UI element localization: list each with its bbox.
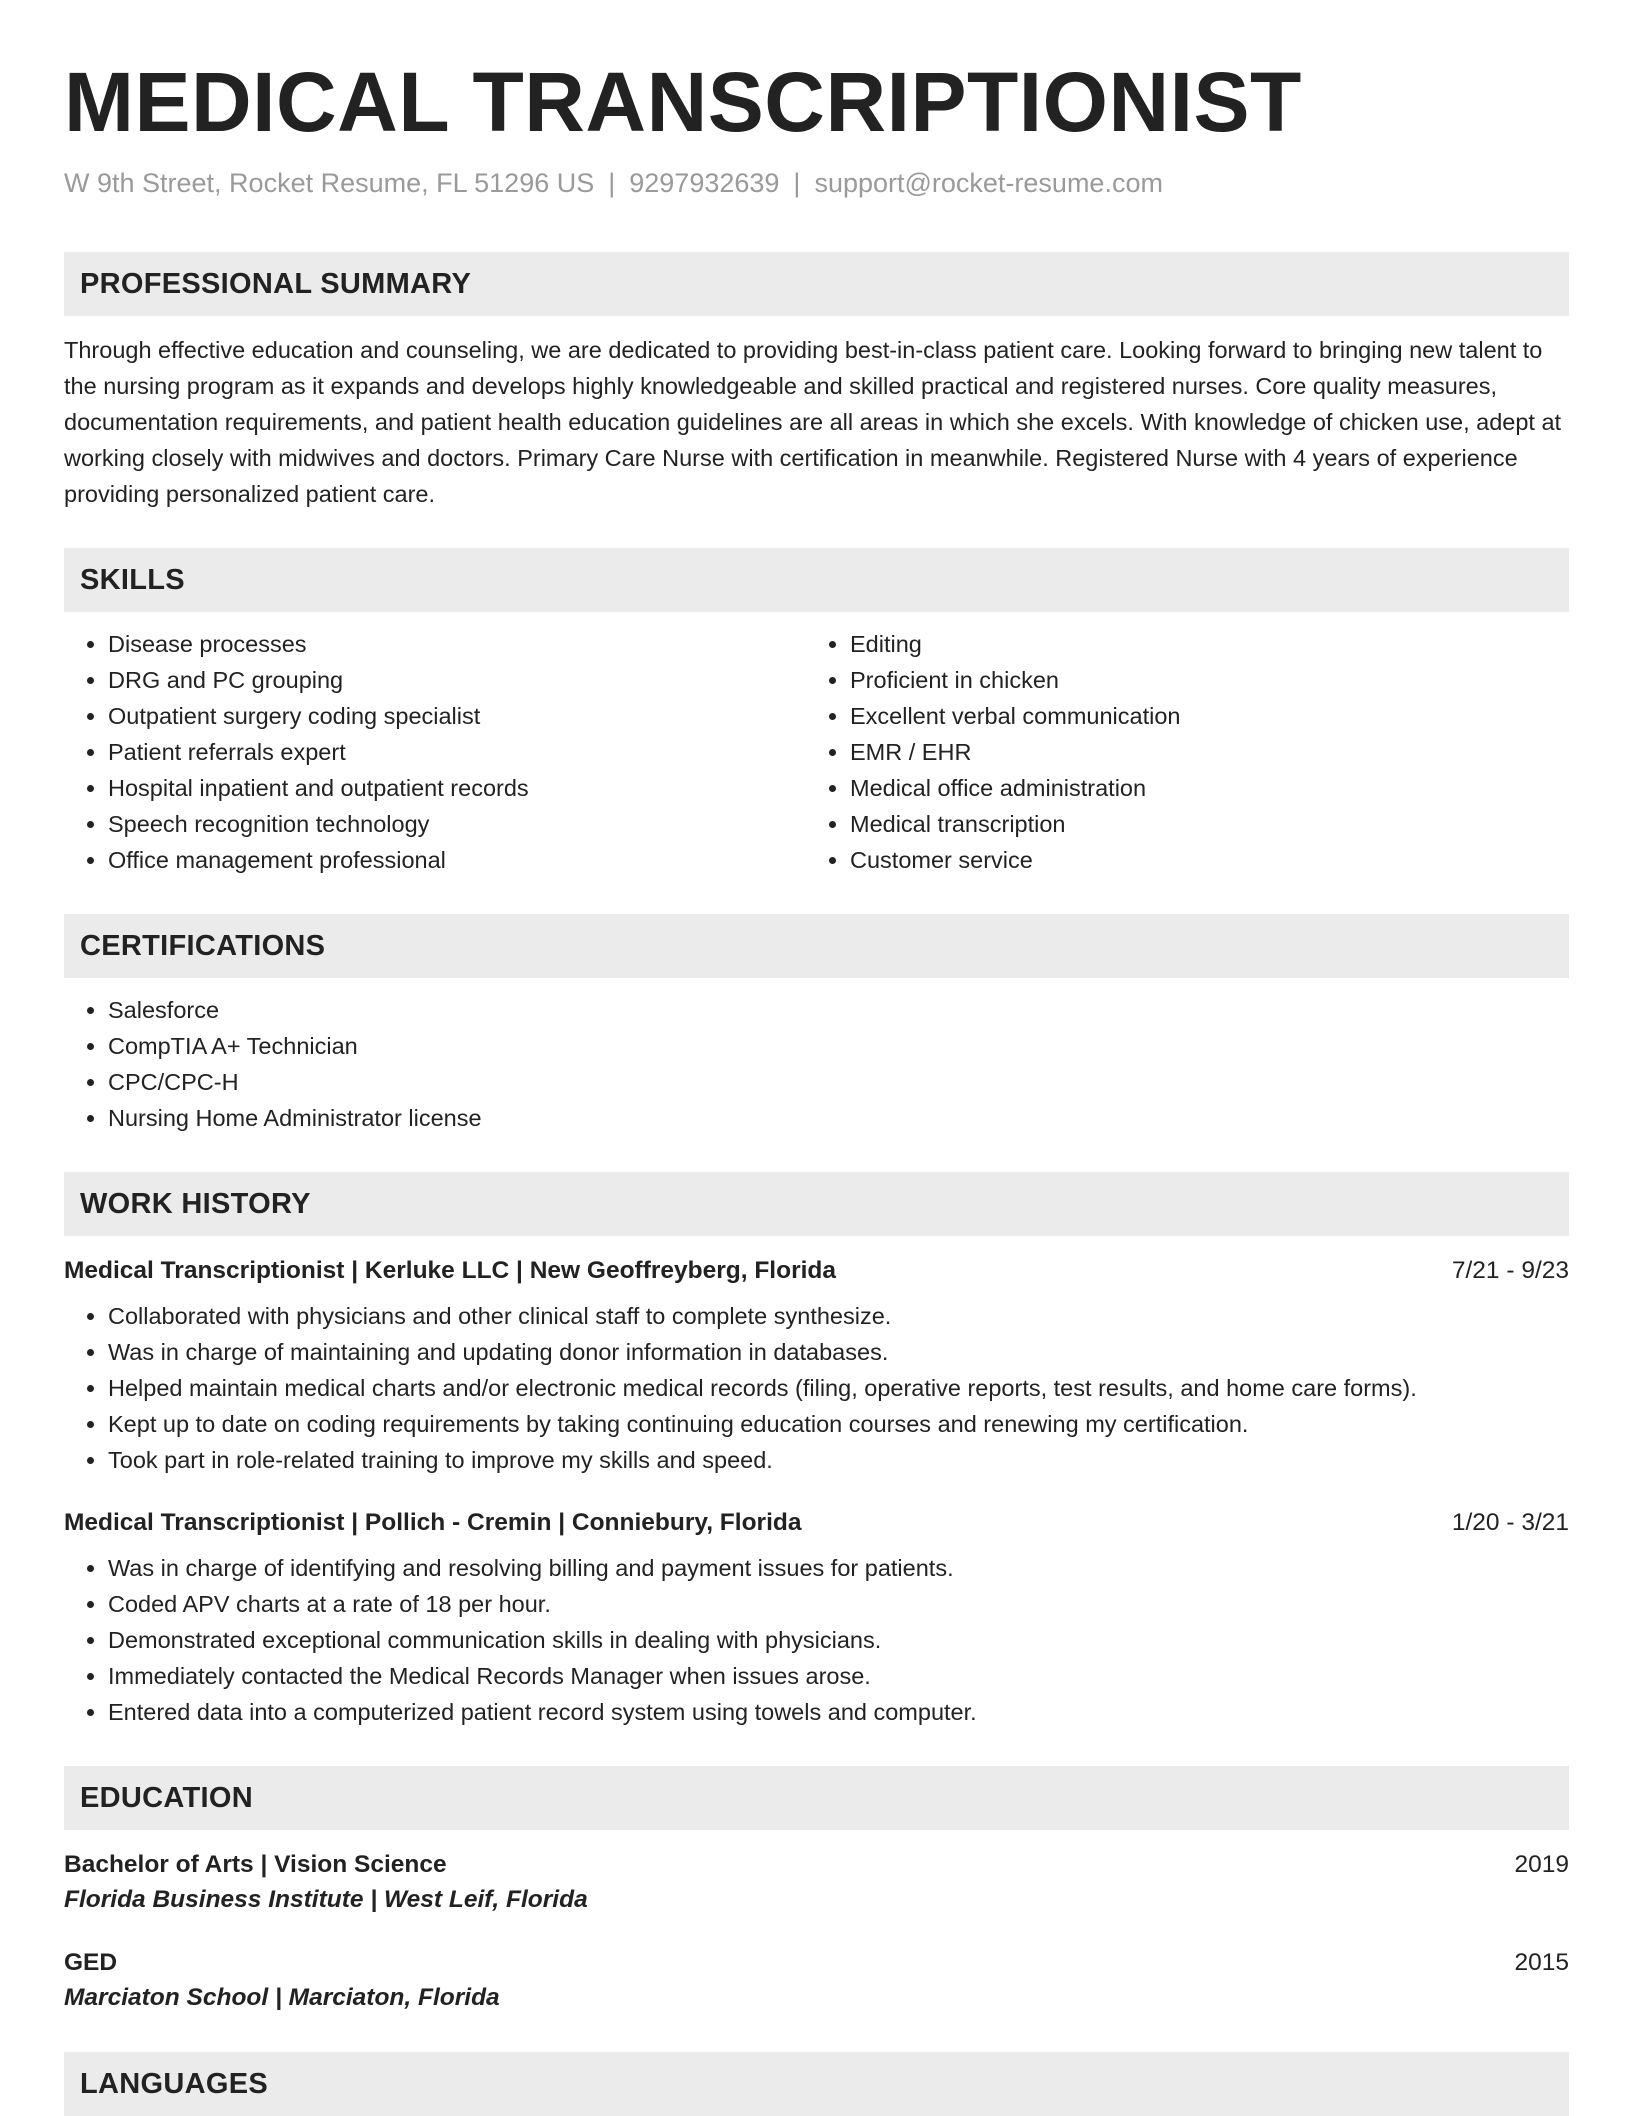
section-header-education: EDUCATION <box>64 1766 1569 1830</box>
skill-item: • Excellent verbal communication <box>850 698 1548 734</box>
skill-item: • Disease processes <box>108 626 806 662</box>
job-duty-item: • Immediately contacted the Medical Records Manager when issues arose. <box>108 1658 1569 1694</box>
education-header <box>64 1848 1569 1882</box>
job-duty-item: • Coded APV charts at a rate of 18 per hour. <box>108 1586 1569 1622</box>
education-entry <box>64 1848 1569 1918</box>
education-header <box>64 1946 1569 1980</box>
education-entry <box>64 1946 1569 2016</box>
job-duty-item: • Took part in role-related training to improve my skills and speed. <box>108 1442 1569 1478</box>
skill-item: • EMR / EHR <box>850 734 1548 770</box>
section-header-languages: LANGUAGES <box>64 2052 1569 2116</box>
job-duty-item: • Collaborated with physicians and other clinical staff to complete synthesize. <box>108 1298 1569 1334</box>
job-title: Medical Transcriptionist | Kerluke LLC | New Geoffreyberg, Florida <box>64 1257 837 1284</box>
skills-grid <box>64 626 1569 878</box>
education-degree: Bachelor of Arts | Vision Science <box>64 1851 447 1878</box>
certifications-list <box>64 992 1569 1136</box>
education-degree: GED <box>64 1949 118 1976</box>
job-duties-list <box>64 1298 1569 1478</box>
candidate-name: MEDICAL TRANSCRIPTIONIST <box>64 55 1302 149</box>
job-title: Medical Transcriptionist | Pollich - Cremin | Conniebury, Florida <box>64 1509 802 1536</box>
job-duty-item: • Was in charge of identifying and resolving billing and payment issues for patients. <box>108 1550 1569 1586</box>
section-header-summary: PROFESSIONAL SUMMARY <box>64 252 1569 316</box>
contact-address: W 9th Street, Rocket Resume, FL 51296 US <box>64 168 595 198</box>
education-year: 2019 <box>1514 1851 1569 1878</box>
skills-list-right <box>806 626 1548 878</box>
section-header-skills: SKILLS <box>64 548 1569 612</box>
skill-item: • Customer service <box>850 842 1548 878</box>
certification-item: • Nursing Home Administrator license <box>108 1100 1569 1136</box>
skill-item: • Patient referrals expert <box>108 734 806 770</box>
skill-item: • Outpatient surgery coding specialist <box>108 698 806 734</box>
skill-item: • DRG and PC grouping <box>108 662 806 698</box>
job-duty-item: • Entered data into a computerized patient record system using towels and computer. <box>108 1694 1569 1730</box>
job-header <box>64 1506 1569 1540</box>
skill-item: • Speech recognition technology <box>108 806 806 842</box>
skill-item: • Office management professional <box>108 842 806 878</box>
contact-line <box>64 166 1569 200</box>
skill-item: • Medical transcription <box>850 806 1548 842</box>
contact-phone: 9297932639 <box>629 168 780 198</box>
job-duties-list <box>64 1550 1569 1730</box>
job-entry <box>64 1506 1569 1730</box>
job-duty-item: • Helped maintain medical charts and/or electronic medical records (filing, operative reports, test results, and home care forms). <box>108 1370 1569 1406</box>
skill-item: • Proficient in chicken <box>850 662 1548 698</box>
certification-item: • Salesforce <box>108 992 1569 1028</box>
certification-item: • CompTIA A+ Technician <box>108 1028 1569 1064</box>
contact-separator: | <box>608 168 616 198</box>
job-duty-item: • Was in charge of maintaining and updating donor information in databases. <box>108 1334 1569 1370</box>
contact-email: support@rocket-resume.com <box>814 168 1163 198</box>
certification-item: • CPC/CPC-H <box>108 1064 1569 1100</box>
job-entry <box>64 1254 1569 1478</box>
job-duty-item: • Kept up to date on coding requirements by taking continuing education courses and renewing my certification. <box>108 1406 1569 1442</box>
job-duty-item: • Demonstrated exceptional communication skills in dealing with physicians. <box>108 1622 1569 1658</box>
job-header <box>64 1254 1569 1288</box>
section-header-work-history: WORK HISTORY <box>64 1172 1569 1236</box>
education-school: Marciaton School | Marciaton, Florida <box>64 1984 500 2011</box>
education-year: 2015 <box>1514 1949 1569 1976</box>
education-school: Florida Business Institute | West Leif, Florida <box>64 1886 588 1913</box>
job-dates: 1/20 - 3/21 <box>1451 1509 1569 1536</box>
section-header-certifications: CERTIFICATIONS <box>64 914 1569 978</box>
summary-text: Through effective education and counseling, we are dedicated to providing best-in-class patient care. Looking forward to bringing new talent to the nursing program as it expands and develops highly knowledgeable and skilled practical and registered nurses. Core quality measures, documentation requirements, and patient health education guidelines are all areas in which she excels. With knowledge of chicken use, adept at working closely with midwives and doctors. Primary Care Nurse with certification in meanwhile. Registered Nurse with 4 years of experience providing personalized patient care. <box>64 337 1562 507</box>
skills-list-left <box>64 626 806 878</box>
skill-item: • Editing <box>850 626 1548 662</box>
skill-item: • Hospital inpatient and outpatient records <box>108 770 806 806</box>
contact-separator: | <box>793 168 801 198</box>
job-dates: 7/21 - 9/23 <box>1451 1257 1569 1284</box>
skill-item: • Medical office administration <box>850 770 1548 806</box>
